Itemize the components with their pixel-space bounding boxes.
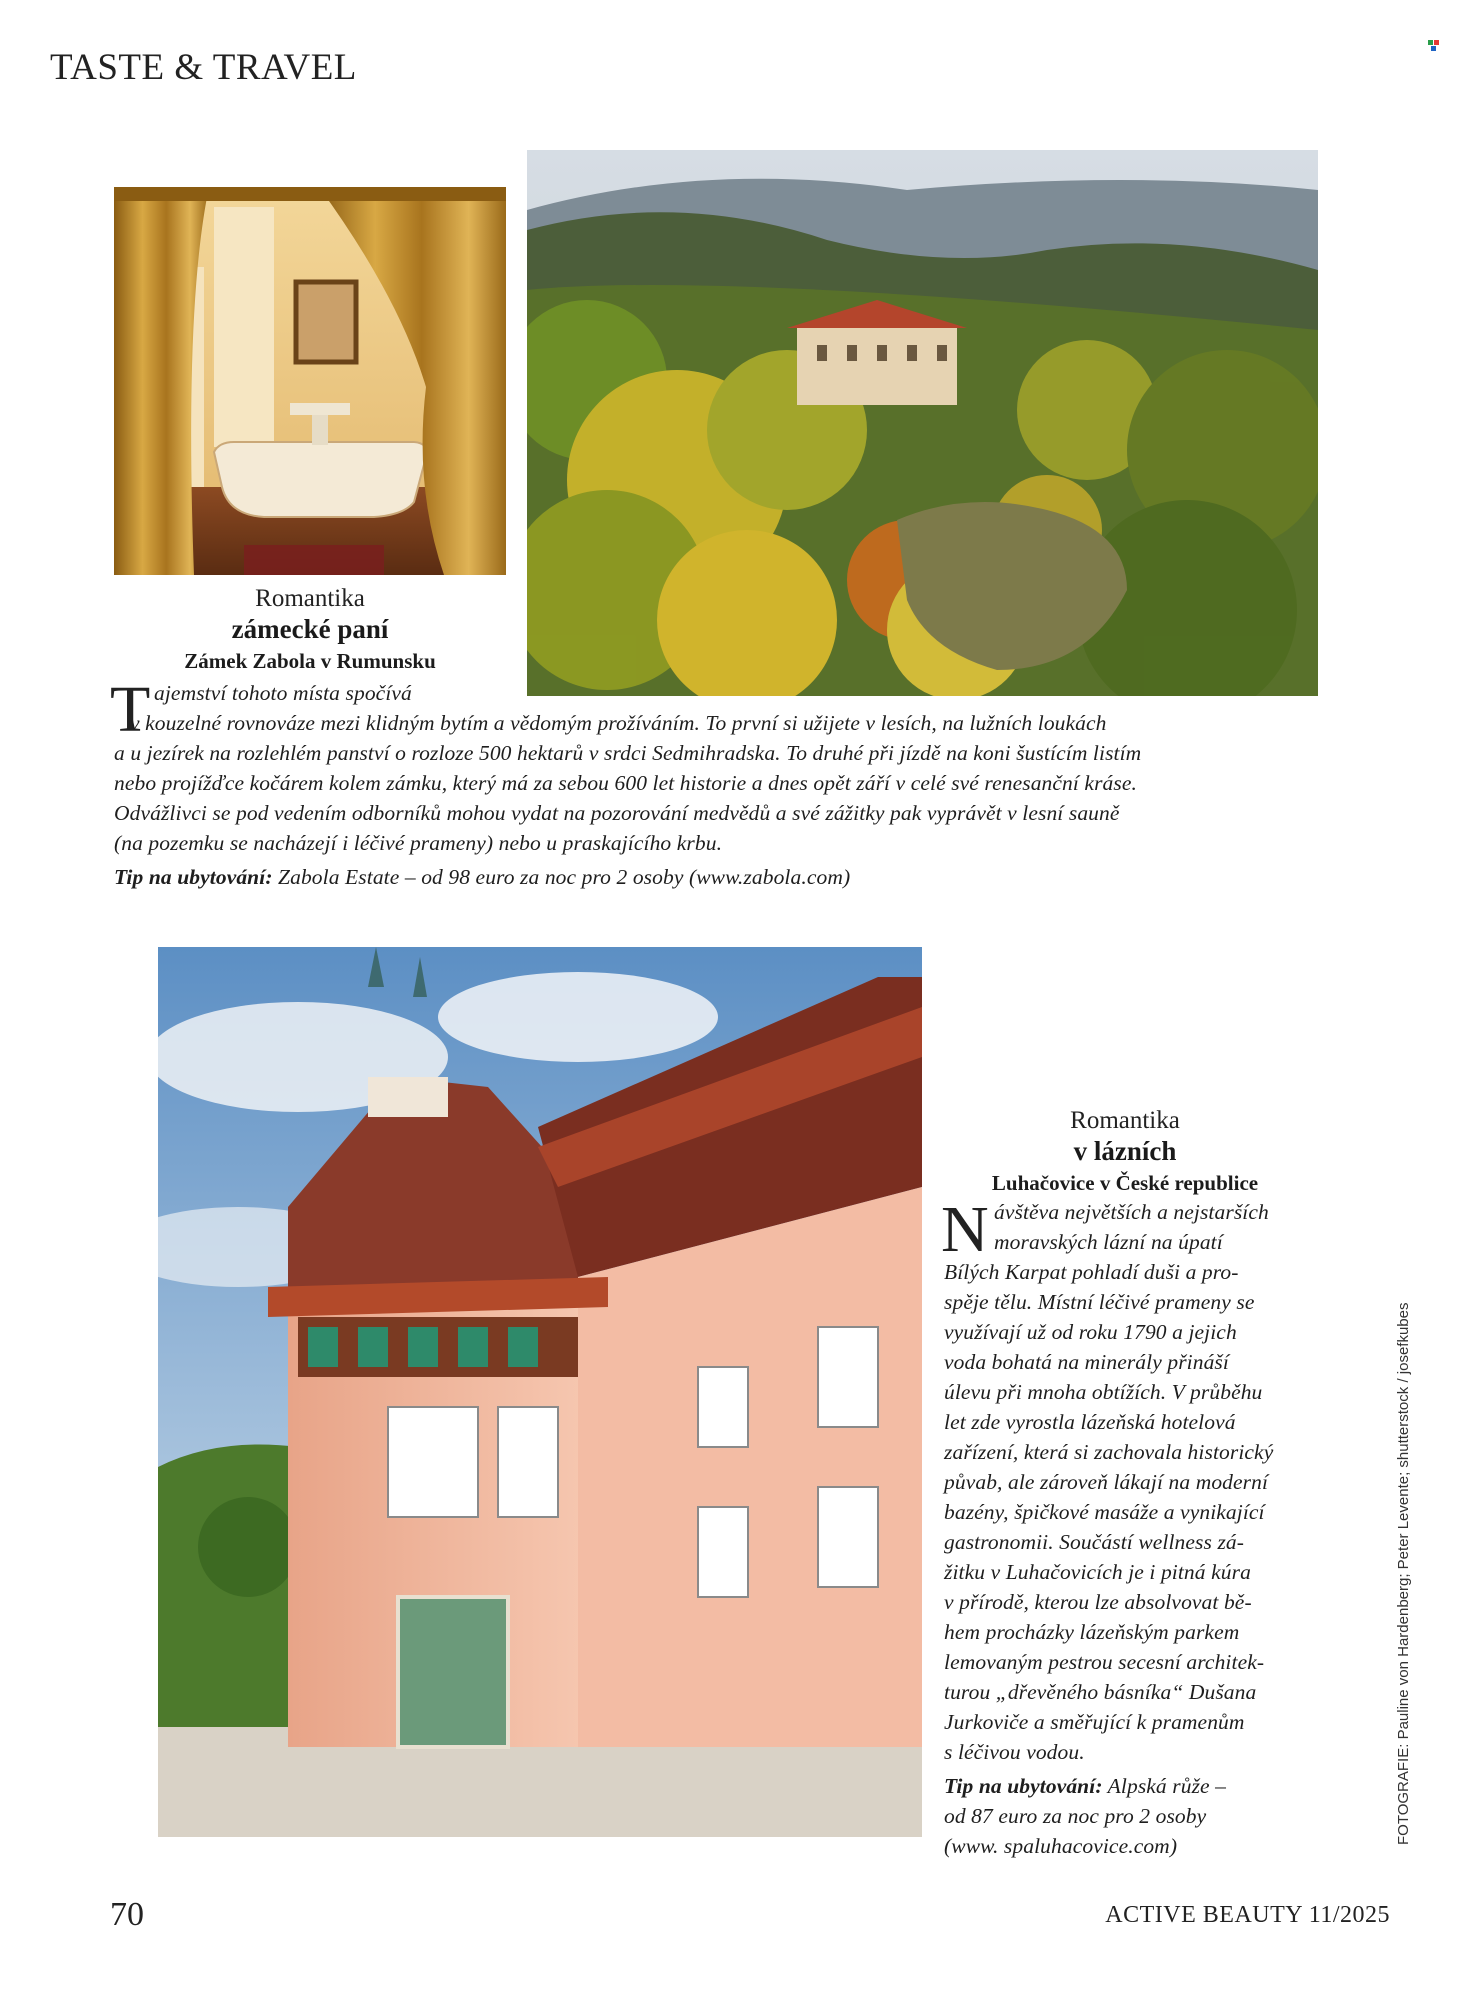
article2-line: bazény, špičkové masáže a vynikající [944,1500,1265,1524]
article1-line: ajemství tohoto místa spočívá [154,681,412,705]
article2-tip-line: (www. spaluhacovice.com) [944,1834,1178,1858]
article2-headline: v lázních [1073,1136,1177,1166]
article2-line: úlevu při mnoha obtížích. V průběhu [944,1380,1263,1404]
article1-line: Odvážlivci se pod vedením odborníků mohou vydat na pozorování medvědů a své zážitky pak vyprávět v lesní sauně [114,801,1120,825]
issue-label: ACTIVE BEAUTY 11/2025 [1105,1902,1390,1928]
article2-line: zařízení, která si zachovala historický [944,1440,1274,1464]
article2-line: moravských lázní na úpatí [994,1230,1223,1254]
article2-line: turou „dřevěného básníka“ Dušana [944,1680,1257,1704]
article2-line: Jurkoviče a směřující k pramenům [944,1710,1245,1734]
article1-kicker: Romantika [255,585,365,612]
article2-line: hem procházky lázeňským parkem [944,1620,1240,1644]
article2-line: Bílých Karpat pohladí duši a pro- [944,1260,1239,1284]
article1-subhead: Zámek Zabola v Rumunsku [184,649,436,673]
article2-tip [944,1771,1344,1801]
zabola-estate-photo [527,150,1318,696]
article1-body [114,678,1324,892]
article1-headline: zámecké paní [231,614,389,644]
bathroom-photo [114,187,506,575]
article2-line: půvab, ale zároveň lákají na moderní [944,1470,1269,1494]
article1-tip [114,862,1324,892]
article1-tip-text: Zabola Estate – od 98 euro za noc pro 2 osoby (www.zabola.com) [272,865,851,889]
article2-line: lemovaným pestrou secesní architek- [944,1650,1265,1674]
page-number: 70 [110,1896,144,1933]
article2-body [944,1197,1344,1861]
article1-tip-label: Tip na ubytování: [114,865,273,889]
article1-line: nebo projížďce kočárem kolem zámku, který má za sebou 600 let historie a dnes opět září v celé své renesanční kráse. [114,771,1137,795]
article2-line: v přírodě, kterou lze absolvovat bě- [944,1590,1252,1614]
article1-dropcap: T [110,673,151,746]
article1-line: a u jezírek na rozlehlém panství o rozloze 500 hektarů v srdci Sedmihradska. To druhé při jízdě na koni šustícím listím [114,741,1142,765]
article2-line: žitku v Luhačovicích je i pitná kúra [944,1560,1251,1584]
article2-line: s léčivou vodou. [944,1740,1085,1764]
article2-tip-text: Alpská růže – [1102,1774,1227,1798]
article2-kicker: Romantika [1070,1107,1180,1134]
corner-mark-icon [1428,40,1440,52]
article2-line: gastronomii. Součástí wellness zá- [944,1530,1245,1554]
article2-tip-label: Tip na ubytování: [944,1774,1103,1798]
photo-credits: FOTOGRAFIE: Pauline von Hardenberg; Peter Levente; shutterstock / josefkubes [1395,1302,1412,1845]
article1-heading [114,584,506,676]
article2-subhead: Luhačovice v České republice [991,1171,1259,1195]
article1-line: (na pozemku se nacházejí i léčivé prameny) nebo u praskajícího krbu. [114,831,723,855]
article1-line: v kouzelné rovnováze mezi klidným bytím a vědomým prožíváním. To první si užijete v lesích, na lužních loukách [130,711,1107,735]
article2-line: ávštěva největších a nejstarších [994,1200,1269,1224]
article2-dropcap: N [941,1193,989,1266]
luhacovice-villa-photo [158,947,922,1837]
article2-tip-line: od 87 euro za noc pro 2 osoby [944,1804,1207,1828]
article2-heading [960,1106,1290,1198]
article2-line: využívají už od roku 1790 a jejich [944,1320,1237,1344]
article2-line: voda bohatá na minerály přináší [944,1350,1229,1374]
section-title: TASTE & TRAVEL [50,47,357,88]
article2-line: spěje tělu. Místní léčivé prameny se [944,1290,1255,1314]
article2-line: let zde vyrostla lázeňská hotelová [944,1410,1236,1434]
